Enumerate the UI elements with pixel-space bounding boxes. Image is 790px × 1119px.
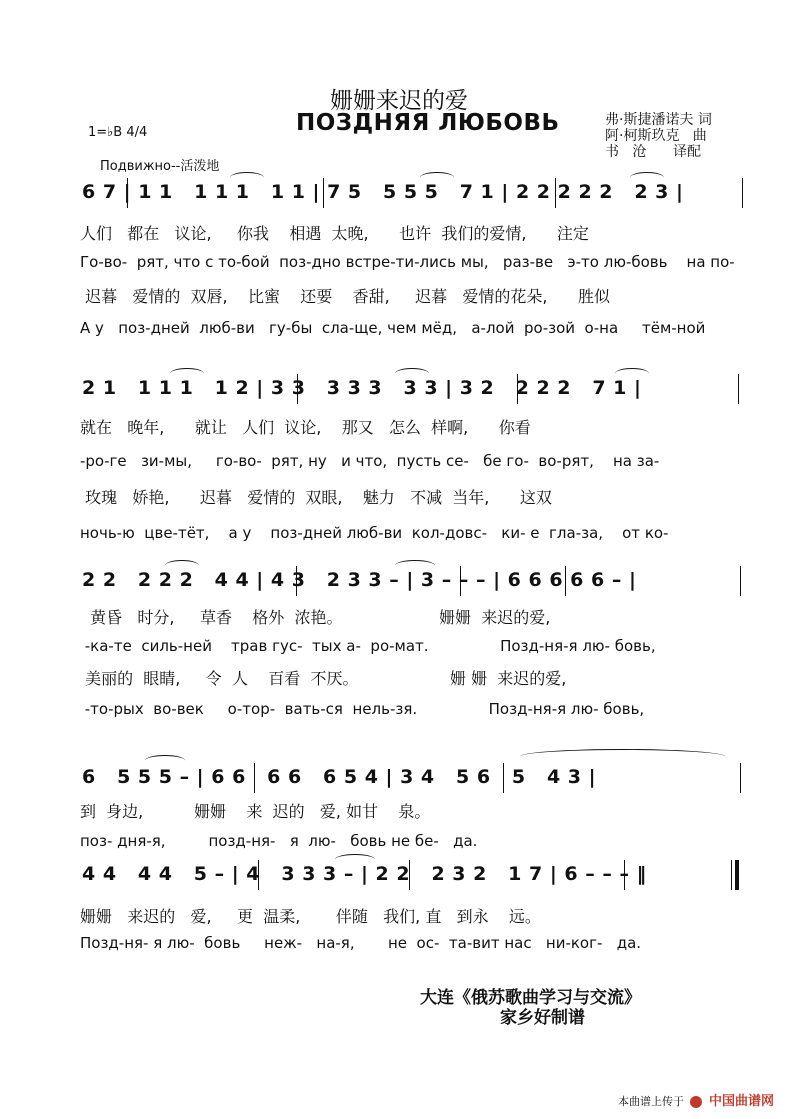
translator-credit: 书 沧 译配 (605, 144, 702, 160)
footer-source: 大连《俄苏歌曲学习与交流》 (420, 988, 641, 1008)
lyric-line: 迟暮 爱情的 双唇, 比蜜 还要 香甜, 迟暮 爱情的花朵, 胜似 (80, 287, 611, 306)
song-title-russian: ПОЗДНЯЯ ЛЮБОВЬ (296, 110, 560, 136)
lyric-line: 姗姗 来迟的 爱, 更 温柔, 伴随 我们, 直 到永 远。 (80, 907, 541, 926)
watermark-brand: 中国曲谱网 (708, 1094, 774, 1109)
key-signature: 1=♭B 4/4 (88, 125, 148, 140)
lyricist-credit: 弗·斯捷潘诺夫 词 (605, 112, 712, 128)
watermark-logo-icon (690, 1096, 702, 1108)
credits (605, 112, 712, 160)
footer-credit: 家乡好制谱 (500, 1008, 585, 1028)
notation-line: 4 4 4 4 5 – | 4 3 3 3 – | 2 2 2 3 2 1 7 | 6 – – – ‖ (82, 863, 647, 885)
lyric-line: -ка-те силь-ней трав гус- тых а- ро-мат. Позд-ня-я лю- бовь, (80, 637, 656, 655)
lyric-line: Позд-ня- я лю- бовь неж- на-я, не ос- та-вит нас ни-ког- да. (80, 934, 642, 952)
lyric-line: 美丽的 眼睛, 令 人 百看 不厌。 姗 姗 来迟的爱, (80, 669, 567, 688)
watermark-text: 本曲谱上传于 (617, 1095, 684, 1108)
notation-line: 6 7 | 1 1 1 1 1 1 1 | 7 5 5 5 5 7 1 | 2 2 2 2 2 2 3 | (82, 181, 684, 203)
composer-credit: 阿·柯斯玖克 曲 (605, 128, 707, 144)
lyric-line: 人们 都在 议论, 你我 相遇 太晚, 也许 我们的爱情, 注定 (80, 224, 589, 243)
song-title-chinese: 姗姗来迟的爱 (330, 88, 468, 114)
notation-line: 2 2 2 2 2 4 4 | 4 3 2 3 3 – | 3 – – – | 6 6 6 6 6 – | (82, 569, 637, 591)
lyric-line: А у поз-дней люб-ви гу-бы сла-ще, чем мёд, а-лой ро-зой о-на тём-ной (80, 319, 706, 337)
lyric-line: Го-во- рят, что с то-бой поз-дно встре-ти-лись мы, раз-ве э-то лю-бовь на по- (80, 253, 735, 271)
notation-line: 2 1 1 1 1 1 2 | 3 3 3 3 3 3 3 | 3 2 2 2 2 7 1 | (82, 377, 642, 399)
lyric-line: 玫瑰 娇艳, 迟暮 爱情的 双眼, 魅力 不减 当年, 这双 (80, 488, 552, 507)
tempo-marking: Подвижно--活泼地 (100, 159, 220, 174)
lyric-line: -ро-ге зи-мы, го-во- рят, ну и что, пусть се- бе го- во-рят, на за- (80, 452, 660, 470)
lyric-line: ночь-ю цве-тёт, а у поз-дней люб-ви кол-довс- ки- е гла-за, от ко- (80, 524, 669, 542)
lyric-line: 黄昏 时分, 草香 格外 浓艳。 姗姗 来迟的爱, (80, 608, 551, 627)
lyric-line: поз- дня-я, позд-ня- я лю- бовь не бе- да. (80, 832, 478, 850)
watermark (618, 1090, 774, 1109)
lyric-line: -то-рых во-век о-тор- вать-ся нель-зя. Позд-ня-я лю- бовь, (80, 700, 645, 718)
lyric-line: 到 身边, 姗姗 来 迟的 爱, 如甘 泉。 (80, 802, 431, 821)
lyric-line: 就在 晚年, 就让 人们 议论, 那又 怎么 样啊, 你看 (80, 418, 531, 437)
notation-line: 6 5 5 5 – | 6 6 6 6 6 5 4 | 3 4 5 6 5 4 3 | (82, 766, 597, 788)
